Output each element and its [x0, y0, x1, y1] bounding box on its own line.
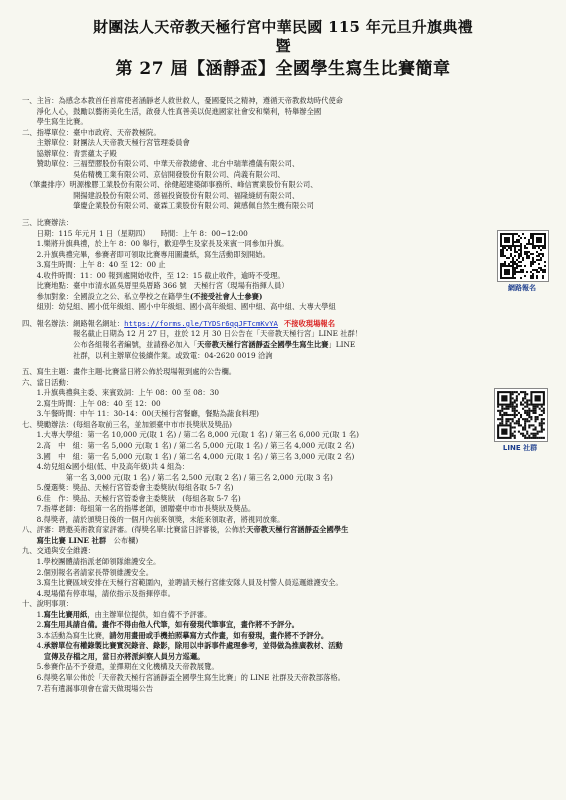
- registration-link[interactable]: https://forms.gle/TYDSr6qqJFTcmKvYA: [124, 318, 278, 328]
- registration-qr-code[interactable]: [497, 230, 549, 282]
- rule-text: 4.幼兒組&國小組(低、中及高年級)共 4 組為：: [22, 462, 190, 472]
- rule-text: 主辦單位：財團法人天帝教天極行宮管理委員會: [22, 138, 190, 148]
- rule-text: ，由主辦單位提供，如自備不予評審。: [87, 609, 212, 619]
- rule-line: [22, 494, 552, 505]
- rule-line: [22, 652, 552, 663]
- rule-emphasis: 請勿用畫冊或手機拍照摹寫方式作畫，如有發現，畫作將不予評分。: [109, 630, 329, 640]
- rule-emphasis: (不接受社會人士參賽): [189, 291, 263, 301]
- rule-line: [22, 128, 552, 139]
- rule-text: 五、寫生主題：畫作主題-比賽當日將公佈於現場報到處的公告欄。: [22, 367, 237, 377]
- rule-text: 吳佑精機工業有限公司、京信開發股份有限公司、尚義有限公司、: [22, 169, 285, 179]
- rule-line: [22, 239, 552, 250]
- rule-line: [22, 557, 552, 568]
- rule-line: [22, 462, 552, 473]
- rule-text: 2.個別報名者請家長帶領維護安全。: [22, 567, 154, 577]
- rule-line: [22, 138, 552, 149]
- rule-line: [22, 578, 552, 589]
- rule-text: 二、指導單位：臺中市政府、天帝教極院。: [22, 127, 161, 137]
- rule-text: 一、主旨：為感念本教首任首席使者涵靜老人救世救人，憂國憂民之精神，遵循天帝教救劫時代使命: [22, 96, 344, 105]
- rule-line: [22, 351, 552, 362]
- rule-text: 公布欄): [106, 535, 139, 545]
- rule-text: 九、交通與安全維護：: [22, 546, 95, 556]
- rule-text: 七、獎勵辦法：(每組各取前三名，並加頒臺中市市長獎狀及獎品): [22, 419, 233, 429]
- rule-text: 社群，以利主辦單位後續作業。或致電：04-2620 0019 洽詢: [22, 350, 273, 360]
- rule-line: [22, 504, 552, 515]
- rule-line: [22, 536, 552, 547]
- rule-text: 學生寫生比賽。: [22, 117, 88, 127]
- rule-text: 1.樂將升旗典禮，於上午 8：00 舉行，歡迎學生及家長及來賓一同參加升旗。: [22, 239, 289, 249]
- rule-line: [22, 340, 552, 351]
- rule-text: 公布各組報名者編號，並請務必加入「: [22, 340, 198, 350]
- rule-emphasis: 承辦單位有權錄製比賽實況錄音、錄影，除用以申訴事件處理參考，並得做為推廣教材、活動: [43, 641, 343, 651]
- line-group-qr-code[interactable]: [494, 388, 548, 442]
- rule-text: 2.寫生時間：上午 08：40 至 12：00: [22, 398, 161, 408]
- rule-emphasis: 寫生比賽 LINE 社群: [36, 535, 107, 545]
- rule-text: 協辦單位：青雲蘊太子殿: [22, 148, 117, 158]
- rule-text: 」LINE: [328, 340, 356, 350]
- rule-line: [22, 281, 552, 292]
- rule-line: [22, 170, 552, 181]
- rule-emphasis: 天帝教天極行宮涵靜盃全國學生寫生比賽: [197, 340, 329, 350]
- rule-line: [22, 329, 552, 340]
- rule-text: 日期：115 年元月 1 日（星期四） 時間：上午 8：00~12:00: [22, 228, 248, 238]
- rule-text: [22, 652, 44, 661]
- rule-text: 2.: [22, 620, 44, 630]
- rule-emphasis: 宣傳及存檔之用，當日亦將派糾察人員另方巡邏。: [43, 651, 205, 661]
- rule-emphasis: 天帝教天極行宮涵靜盃全國學生: [246, 525, 349, 535]
- rule-text: 6.得獎名單公佈於「天帝教天極行宮涵靜盃全國學生寫生比賽」的 LINE 社群及天帝教部落格。: [22, 672, 345, 682]
- rule-line: [22, 684, 552, 695]
- rule-text: 3.寫生比賽區域安排在天極行宮範圍內，並聘請天極行宮維安隊人員及村警人員巡邏維護安全。: [22, 578, 343, 588]
- rule-line: [22, 525, 552, 536]
- rule-line: [22, 631, 552, 642]
- rule-line: [22, 662, 552, 673]
- rule-line: [22, 641, 552, 652]
- rule-line: [22, 515, 552, 526]
- rule-text: 7.若有遺漏事項會在當天做現場公告: [22, 683, 154, 693]
- rule-text: 參加對象：全國設立之公、私立學校之在籍學生: [22, 291, 190, 301]
- rule-line: [22, 367, 552, 378]
- rule-text: 比賽地點：臺中市清水區吳厝里吳厝路 366 號 天極行宮（現場有指揮人員）: [22, 281, 289, 291]
- rule-line: [22, 673, 552, 684]
- title-line-3: 第 27 屆【涵靜盃】全國學生寫生比賽簡章: [115, 59, 451, 79]
- rule-line: [22, 409, 552, 420]
- rule-text: 3.午餐時間：中午 11：30-14：00(天極行宮餐廳，餐點為蔬食料理): [22, 409, 260, 419]
- rule-text: 開揚建設股份有限公司、慈福投資股份有限公司、福隆縫紉有限公司、: [22, 190, 300, 200]
- rule-text: 1.升旗典禮與主委、來賓致詞：上午 08：00 至 08：30: [22, 388, 219, 398]
- rule-text: 第一名 3,000 元(取 1 名) / 第二名 2,500 元(取 2 名) / 第三名 2,000 元(取 3 名): [22, 472, 333, 482]
- rule-text: 報名截止日期為 12 月 27 日，並於 12 月 30 日公告在「天帝教天極行宮」LINE 社群！: [22, 329, 363, 339]
- rule-line: [22, 399, 552, 410]
- rule-text: 4.: [22, 641, 44, 651]
- rule-line: [22, 250, 552, 261]
- rule-line: [22, 271, 552, 282]
- rule-line: [22, 546, 552, 557]
- rule-text: 1.大專大學組：第一名 10,000 元(取 1 名) / 第二名 8,000 元(取 1 名) / 第三名 6,000 元(取 1 名): [22, 430, 360, 440]
- rule-line: [22, 483, 552, 494]
- rule-text: 淨化人心，鼓勵以藝術美化生活，啟發人性真善美以促進國家社會安和樂利，特舉辦全國: [22, 106, 322, 116]
- rule-text: 6.佳 作：獎品、天極行宮管委會主委獎狀 (每組各取 5-7 名): [22, 493, 241, 503]
- rule-text: [22, 536, 37, 545]
- rule-line: [22, 589, 552, 600]
- rule-text: 4.現場備有停車場，請依指示及指揮停車。: [22, 588, 175, 598]
- rule-text: 四、報名辦法：網路報名網址：: [22, 318, 125, 328]
- rule-emphasis: 寫生用具請自備。畫作不得由他人代筆，如有發現代筆事宜，畫作將不予評分。: [43, 620, 299, 630]
- rules-body: [22, 96, 552, 694]
- rule-line: [22, 441, 552, 452]
- rule-line: [22, 420, 552, 431]
- rule-text: 7.指導老師：每組第一名的指導老師，頒贈臺中市市長獎狀及獎品。: [22, 504, 256, 514]
- rule-text: 2.升旗典禮完畢，參賽者即可領取比賽專用圖畫紙，寫生活動即刻開始。: [22, 249, 270, 259]
- rule-line: [22, 149, 552, 160]
- rule-line: [22, 452, 552, 463]
- rule-text: 4.收件時間：11：00 報到處開始收件，至 12：15 截止收件，逾時不受理。: [22, 270, 285, 280]
- rule-text: 5.參賽作品不予發還，並擇期在文化機構及天帝教展覽。: [22, 662, 219, 672]
- rule-line: [22, 319, 552, 330]
- title-line-2: 暨: [275, 37, 291, 55]
- line-group-qr-label: LINE 社群: [502, 444, 538, 452]
- title-line-1: 財團法人天帝教天極行宮中華民國 115 年元旦升旗典禮: [93, 18, 473, 36]
- rule-text: 十、說明事項：: [22, 599, 74, 609]
- rule-line: [22, 260, 552, 271]
- no-onsite-registration-notice: 不接收現場報名: [283, 318, 335, 328]
- rule-text: 5.優選獎：獎品、天極行宮管委會主委獎狀(每組各取 5-7 名): [22, 483, 234, 493]
- rule-text: 八、評審：聘邀美術教育家評審。(得獎名單:比賽當日評審後，公佈於: [22, 525, 247, 535]
- rule-line: [22, 218, 552, 229]
- rule-line: [22, 388, 552, 399]
- rule-line: [22, 378, 552, 389]
- rule-text: 8.得獎者，請於頒獎日後的一個月內前來領獎，未能來領取者，將視同放棄。: [22, 514, 285, 524]
- rule-line: [22, 117, 552, 128]
- rule-line: [22, 96, 552, 107]
- rule-line: [22, 568, 552, 579]
- rule-line: [22, 229, 552, 240]
- rule-text: 3.國 中 組：第一名 5,000 元(取 1 名) / 第二名 4,000 元(取 1 名) / 第三名 3,000 元(取 2 名): [22, 451, 355, 461]
- rule-line: [22, 430, 552, 441]
- rule-text: （筆畫排序）明源橡膠工業股份有限公司、徐健超建築師事務所、峰信實業股份有限公司、: [22, 180, 318, 190]
- rule-text: 3.本活動為寫生比賽，: [22, 630, 110, 640]
- rule-line: [22, 201, 552, 212]
- rule-text: 2.高 中 組：第一名 5,000 元(取 1 名) / 第二名 5,000 元(取 1 名) / 第三名 4,000 元(取 2 名): [22, 440, 355, 450]
- rule-line: [22, 292, 552, 303]
- rule-text: 贊助單位：三福塑膠股份有限公司、中華天帝教總會、北台中瑞華禮儀有限公司、: [22, 159, 300, 169]
- rule-text: 肇慶企業股份有限公司、豪霖工業股份有限公司、鏡感佩自然生機有限公司: [22, 201, 314, 211]
- rule-text: 1.學校團體請指派老師領隊維護安全。: [22, 556, 161, 566]
- rule-emphasis: 寫生比賽用紙: [43, 609, 88, 619]
- rule-line: [22, 191, 552, 202]
- rule-text: 1.: [22, 609, 44, 619]
- rule-text: 三、比賽辦法：: [22, 218, 74, 228]
- rule-line: [22, 473, 552, 484]
- rule-line: [22, 180, 552, 191]
- rule-line: [22, 159, 552, 170]
- rule-line: [22, 620, 552, 631]
- rule-text: 組別：幼兒組、國小低年級組、國小中年級組、國小高年級組、國中組、高中組、大專大學組: [22, 302, 336, 312]
- rule-text: 六、當日活動：: [22, 377, 74, 387]
- rule-line: [22, 107, 552, 118]
- rule-line: [22, 599, 552, 610]
- rule-line: [22, 302, 552, 313]
- rule-text: 3.寫生時間：上午 8：40 至 12：00 止: [22, 260, 166, 270]
- rule-line: [22, 610, 552, 621]
- registration-qr-label: 網路報名: [508, 284, 536, 292]
